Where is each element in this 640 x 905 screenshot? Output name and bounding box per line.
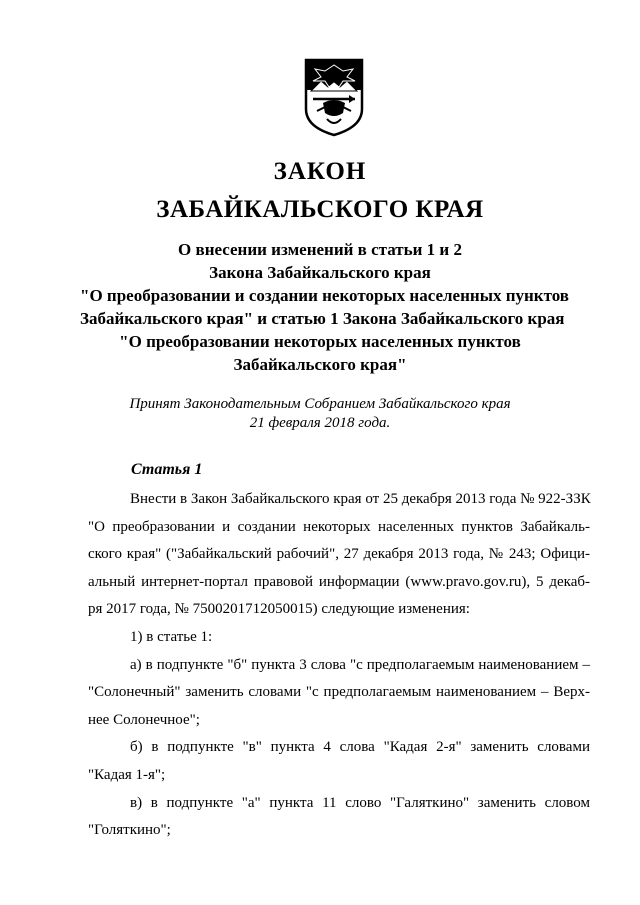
body-line: 1) в статье 1:: [130, 628, 213, 645]
article-heading: Статья 1: [131, 461, 203, 478]
adoption-date: 21 февраля 2018 года.: [249, 415, 391, 431]
body-line: в) в подпункте "а" пункта 11 слово "Галяткино" заменить словом: [130, 794, 590, 811]
body-line: "Кадая 1-я";: [88, 766, 166, 783]
body-line: нее Солонечное";: [88, 711, 200, 728]
subject-line: Забайкальского края" и статью 1 Закона Забайкальского края: [80, 309, 565, 328]
adoption-line: Принят Законодательным Собранием Забайкальского края: [129, 396, 511, 412]
subject-line: Забайкальского края": [233, 355, 407, 374]
body-line: Внести в Закон Забайкальского края от 25 декабря 2013 года № 922-ЗЗК: [130, 491, 591, 507]
adoption-note: [100, 395, 540, 433]
body-line: ря 2017 года, № 7500201712050015) следующие изменения:: [88, 601, 470, 618]
body-line: "Голяткино";: [88, 822, 171, 839]
body-line: "О преобразовании и создании некоторых населенных пунктов Забайкаль-: [88, 518, 590, 535]
subject-line: О внесении изменений в статьи 1 и 2: [178, 240, 462, 259]
subject-line: Закона Забайкальского края: [209, 263, 431, 282]
document-title-line1: ЗАКОН: [273, 158, 367, 185]
body-line: альный интернет-портал правовой информации (www.pravo.gov.ru), 5 декаб-: [88, 573, 590, 590]
body-line: б) в подпункте "в" пункта 4 слова "Кадая 2-я" заменить словами: [130, 739, 590, 756]
subject-line: "О преобразовании некоторых населенных пунктов: [119, 332, 521, 351]
body-line: ского края" ("Забайкальский рабочий", 27 декабря 2013 года, № 243; Офици-: [88, 546, 590, 563]
document-title-line2: ЗАБАЙКАЛЬСКОГО КРАЯ: [156, 196, 484, 223]
body-line: "Солонечный" заменить словами "с предполагаемым наименованием – Верх-: [88, 684, 590, 701]
coat-of-arms-emblem: [303, 57, 365, 137]
body-line: а) в подпункте "б" пункта 3 слова "с предполагаемым наименованием –: [130, 656, 590, 673]
subject-line: "О преобразовании и создании некоторых населенных пунктов: [80, 286, 569, 305]
article-body: [88, 486, 590, 845]
law-subject: [80, 238, 569, 376]
